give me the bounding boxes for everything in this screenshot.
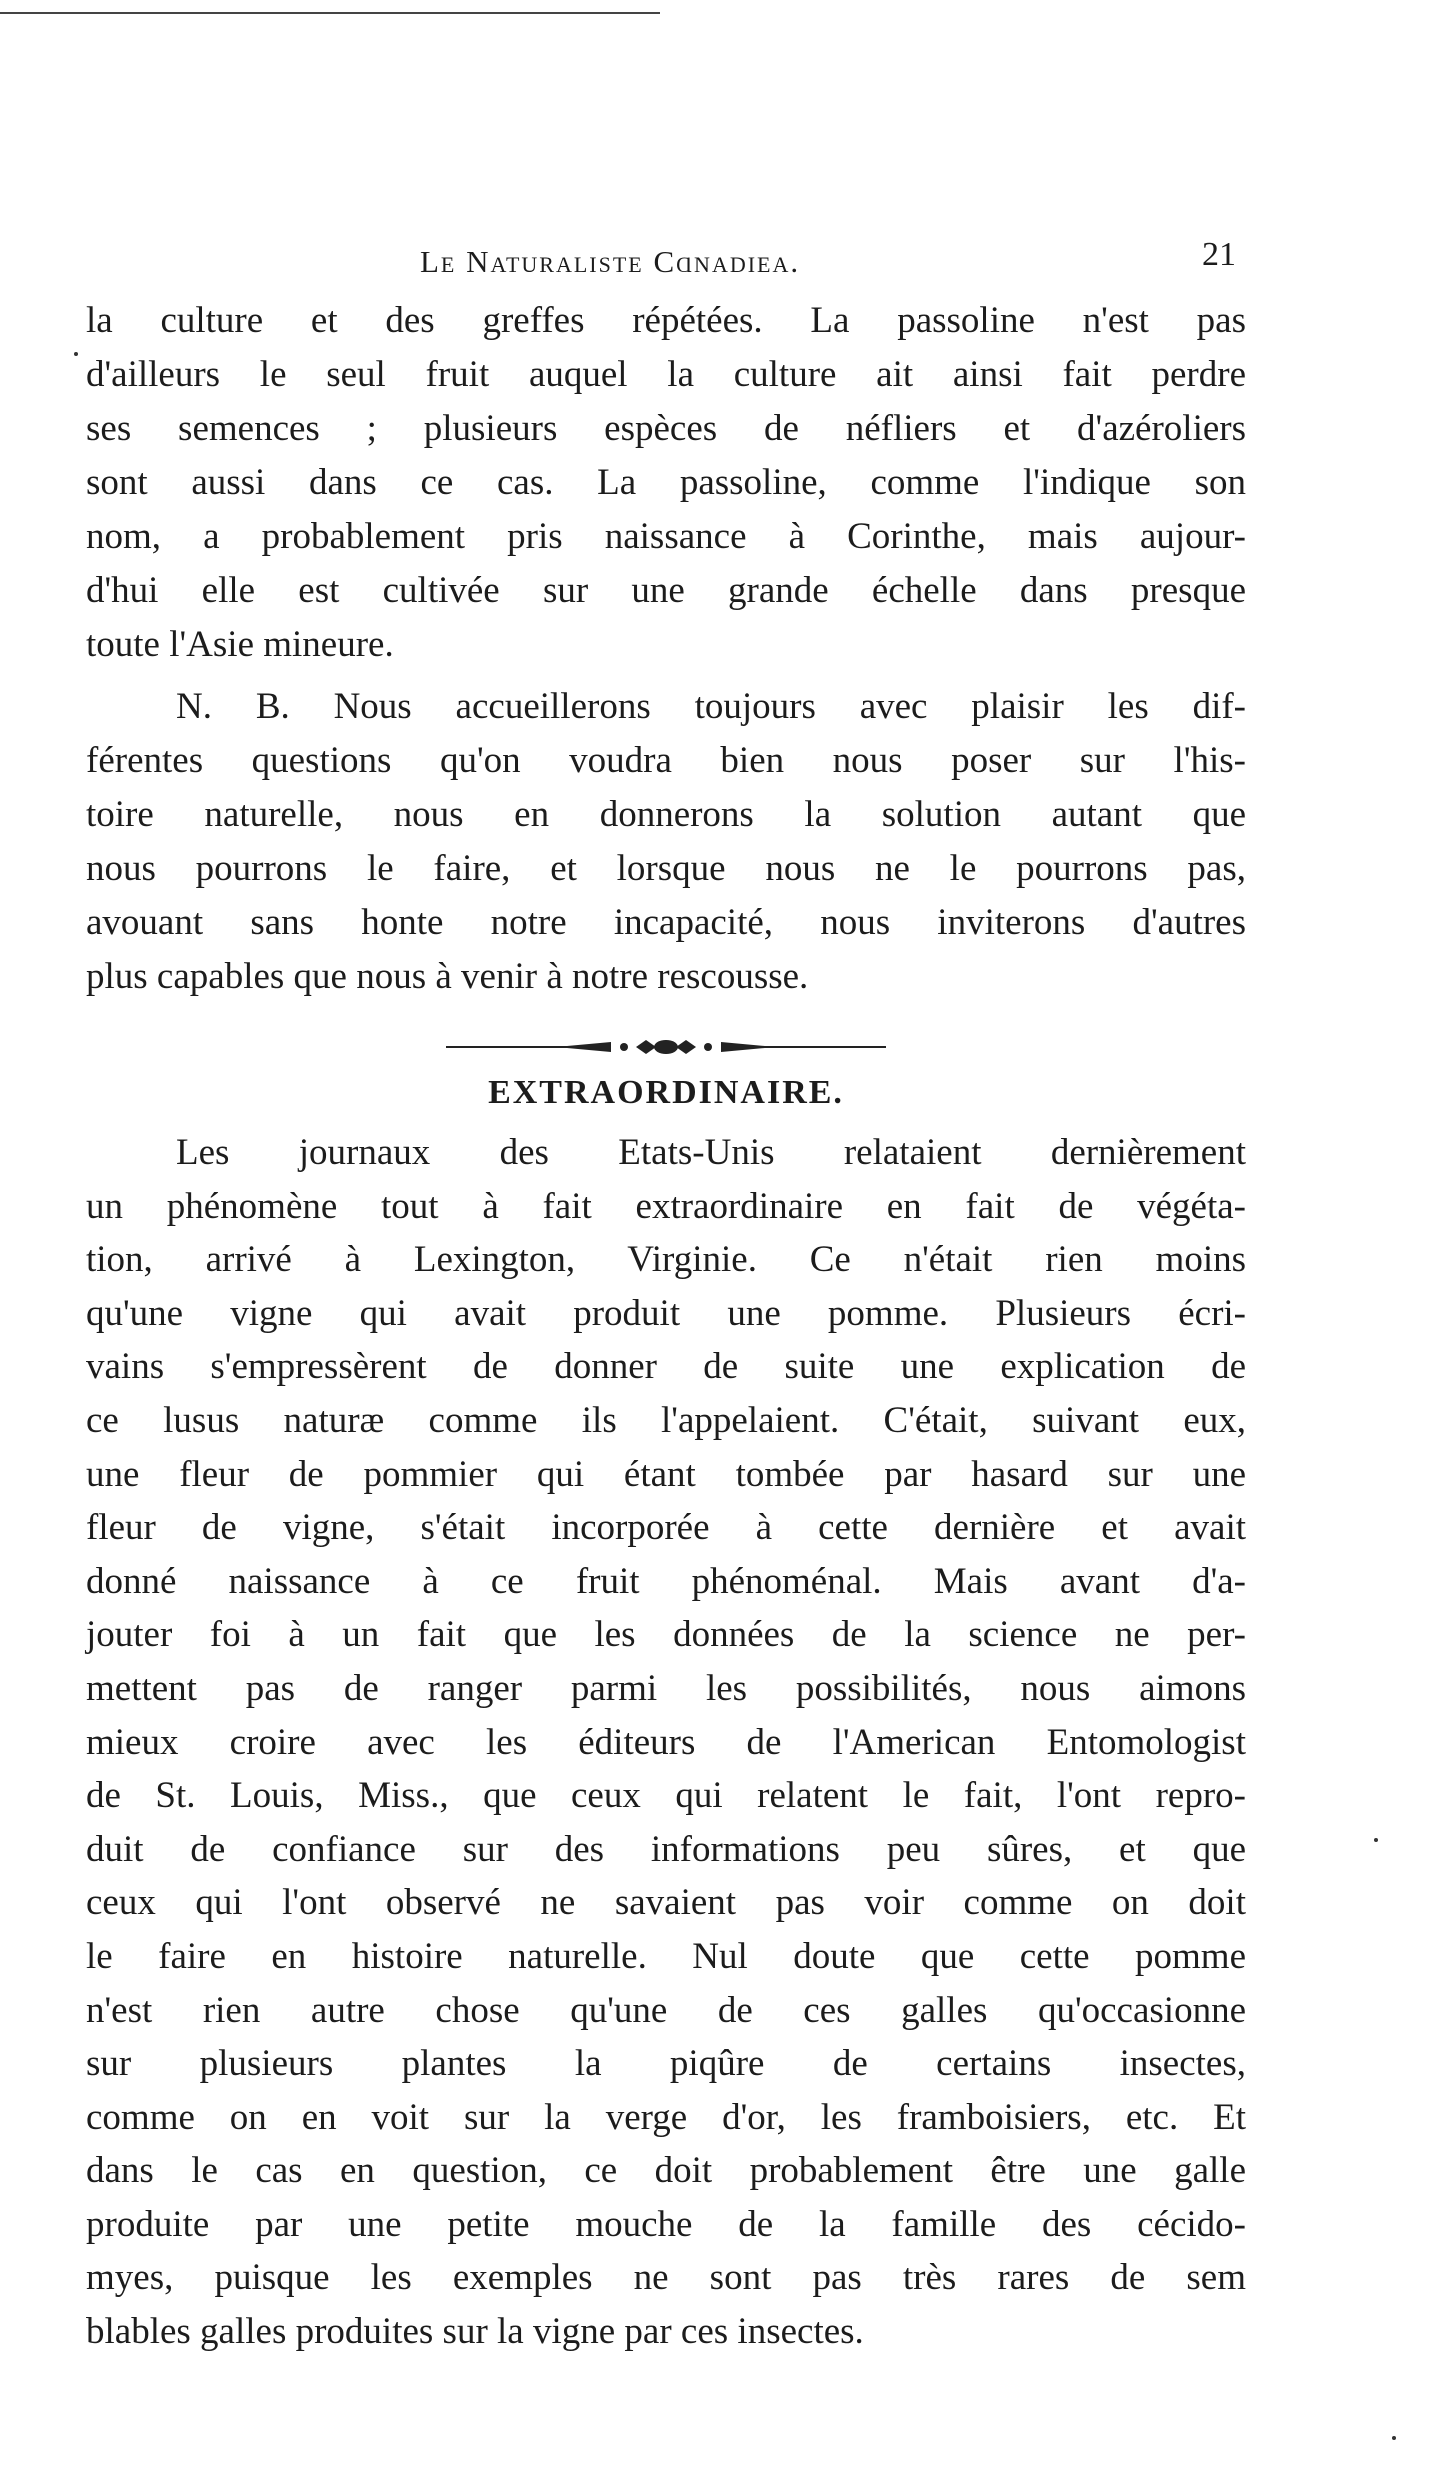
text-line: N. B. Nous accueillerons toujours avec plaisir les dif- <box>176 686 1246 727</box>
text-line: sont aussi dans ce cas. La passoline, comme l'indique son <box>86 462 1246 503</box>
text-line: jouter foi à un fait que les données de la science ne per- <box>86 1614 1246 1656</box>
text-line: de St. Louis, Miss., que ceux qui relatent le fait, l'ont repro- <box>86 1775 1246 1817</box>
text-line: produite par une petite mouche de la famille des cécido- <box>86 2203 1246 2245</box>
text-line: plus capables que nous à venir à notre rescousse. <box>86 956 809 997</box>
text-line: sur plusieurs plantes la piqûre de certains insectes, <box>86 2043 1246 2085</box>
text-line: duit de confiance sur des informations peu sûres, et que <box>86 1828 1246 1870</box>
margin-speck <box>1392 2436 1396 2440</box>
text-line: toute l'Asie mineure. <box>86 624 394 665</box>
text-line: la culture et des greffes répétées. La passoline n'est pas <box>86 300 1246 341</box>
paragraph-nota-bene <box>86 680 1246 1004</box>
text-line: ce lusus naturæ comme ils l'appelaient. C'était, suivant eux, <box>86 1399 1246 1441</box>
page-number: 21 <box>1202 236 1236 273</box>
margin-speck <box>1374 1838 1378 1842</box>
running-head-title: Le Naturaliste Cɑnadiea. <box>420 244 801 279</box>
text-line: férentes questions qu'on voudra bien nous poser sur l'his- <box>86 740 1246 781</box>
book-page <box>86 224 1246 2359</box>
text-line: mettent pas de ranger parmi les possibilités, nous aimons <box>86 1667 1246 1709</box>
top-edge-rule <box>0 12 660 14</box>
section-divider-ornament <box>446 1032 886 1062</box>
text-line: d'hui elle est cultivée sur une grande échelle dans presque <box>86 570 1246 611</box>
text-line: blables galles produites sur la vigne par ces insectes. <box>86 2311 864 2353</box>
text-line: avouant sans honte notre incapacité, nous inviterons d'autres <box>86 902 1246 943</box>
text-line: un phénomène tout à fait extraordinaire en fait de végéta- <box>86 1185 1246 1227</box>
section-heading: EXTRAORDINAIRE. <box>488 1074 844 1111</box>
paragraph-passoline <box>86 294 1246 672</box>
text-line: ses semences ; plusieurs espèces de néfliers et d'azéroliers <box>86 408 1246 449</box>
text-line: mieux croire avec les éditeurs de l'American Entomologist <box>86 1721 1246 1763</box>
text-line: tion, arrivé à Lexington, Virginie. Ce n'était rien moins <box>86 1239 1246 1281</box>
text-line: Les journaux des Etats-Unis relataient dernièrement <box>176 1132 1246 1173</box>
text-line: une fleur de pommier qui étant tombée par hasard sur une <box>86 1453 1246 1495</box>
running-head <box>86 224 1246 294</box>
margin-speck <box>74 352 78 356</box>
text-line: le faire en histoire naturelle. Nul doute que cette pomme <box>86 1935 1246 1977</box>
text-line: toire naturelle, nous en donnerons la solution autant que <box>86 794 1246 835</box>
paragraph-extraordinaire <box>86 1126 1246 2359</box>
text-line: nous pourrons le faire, et lorsque nous ne le pourrons pas, <box>86 848 1246 889</box>
text-line: vains s'empressèrent de donner de suite une explication de <box>86 1346 1246 1388</box>
text-line: myes, puisque les exemples ne sont pas très rares de sem <box>86 2257 1246 2299</box>
text-line: nom, a probablement pris naissance à Corinthe, mais aujour- <box>86 516 1246 557</box>
text-line: donné naissance à ce fruit phénoménal. Mais avant d'a- <box>86 1560 1246 1602</box>
text-line: qu'une vigne qui avait produit une pomme. Plusieurs écri- <box>86 1292 1246 1334</box>
text-line: comme on en voit sur la verge d'or, les framboisiers, etc. Et <box>86 2096 1246 2138</box>
text-line: d'ailleurs le seul fruit auquel la culture ait ainsi fait perdre <box>86 354 1246 395</box>
text-line: fleur de vigne, s'était incorporée à cette dernière et avait <box>86 1507 1246 1549</box>
text-line: ceux qui l'ont observé ne savaient pas voir comme on doit <box>86 1882 1246 1924</box>
text-line: n'est rien autre chose qu'une de ces galles qu'occasionne <box>86 1989 1246 2031</box>
text-line: dans le cas en question, ce doit probablement être une galle <box>86 2150 1246 2192</box>
